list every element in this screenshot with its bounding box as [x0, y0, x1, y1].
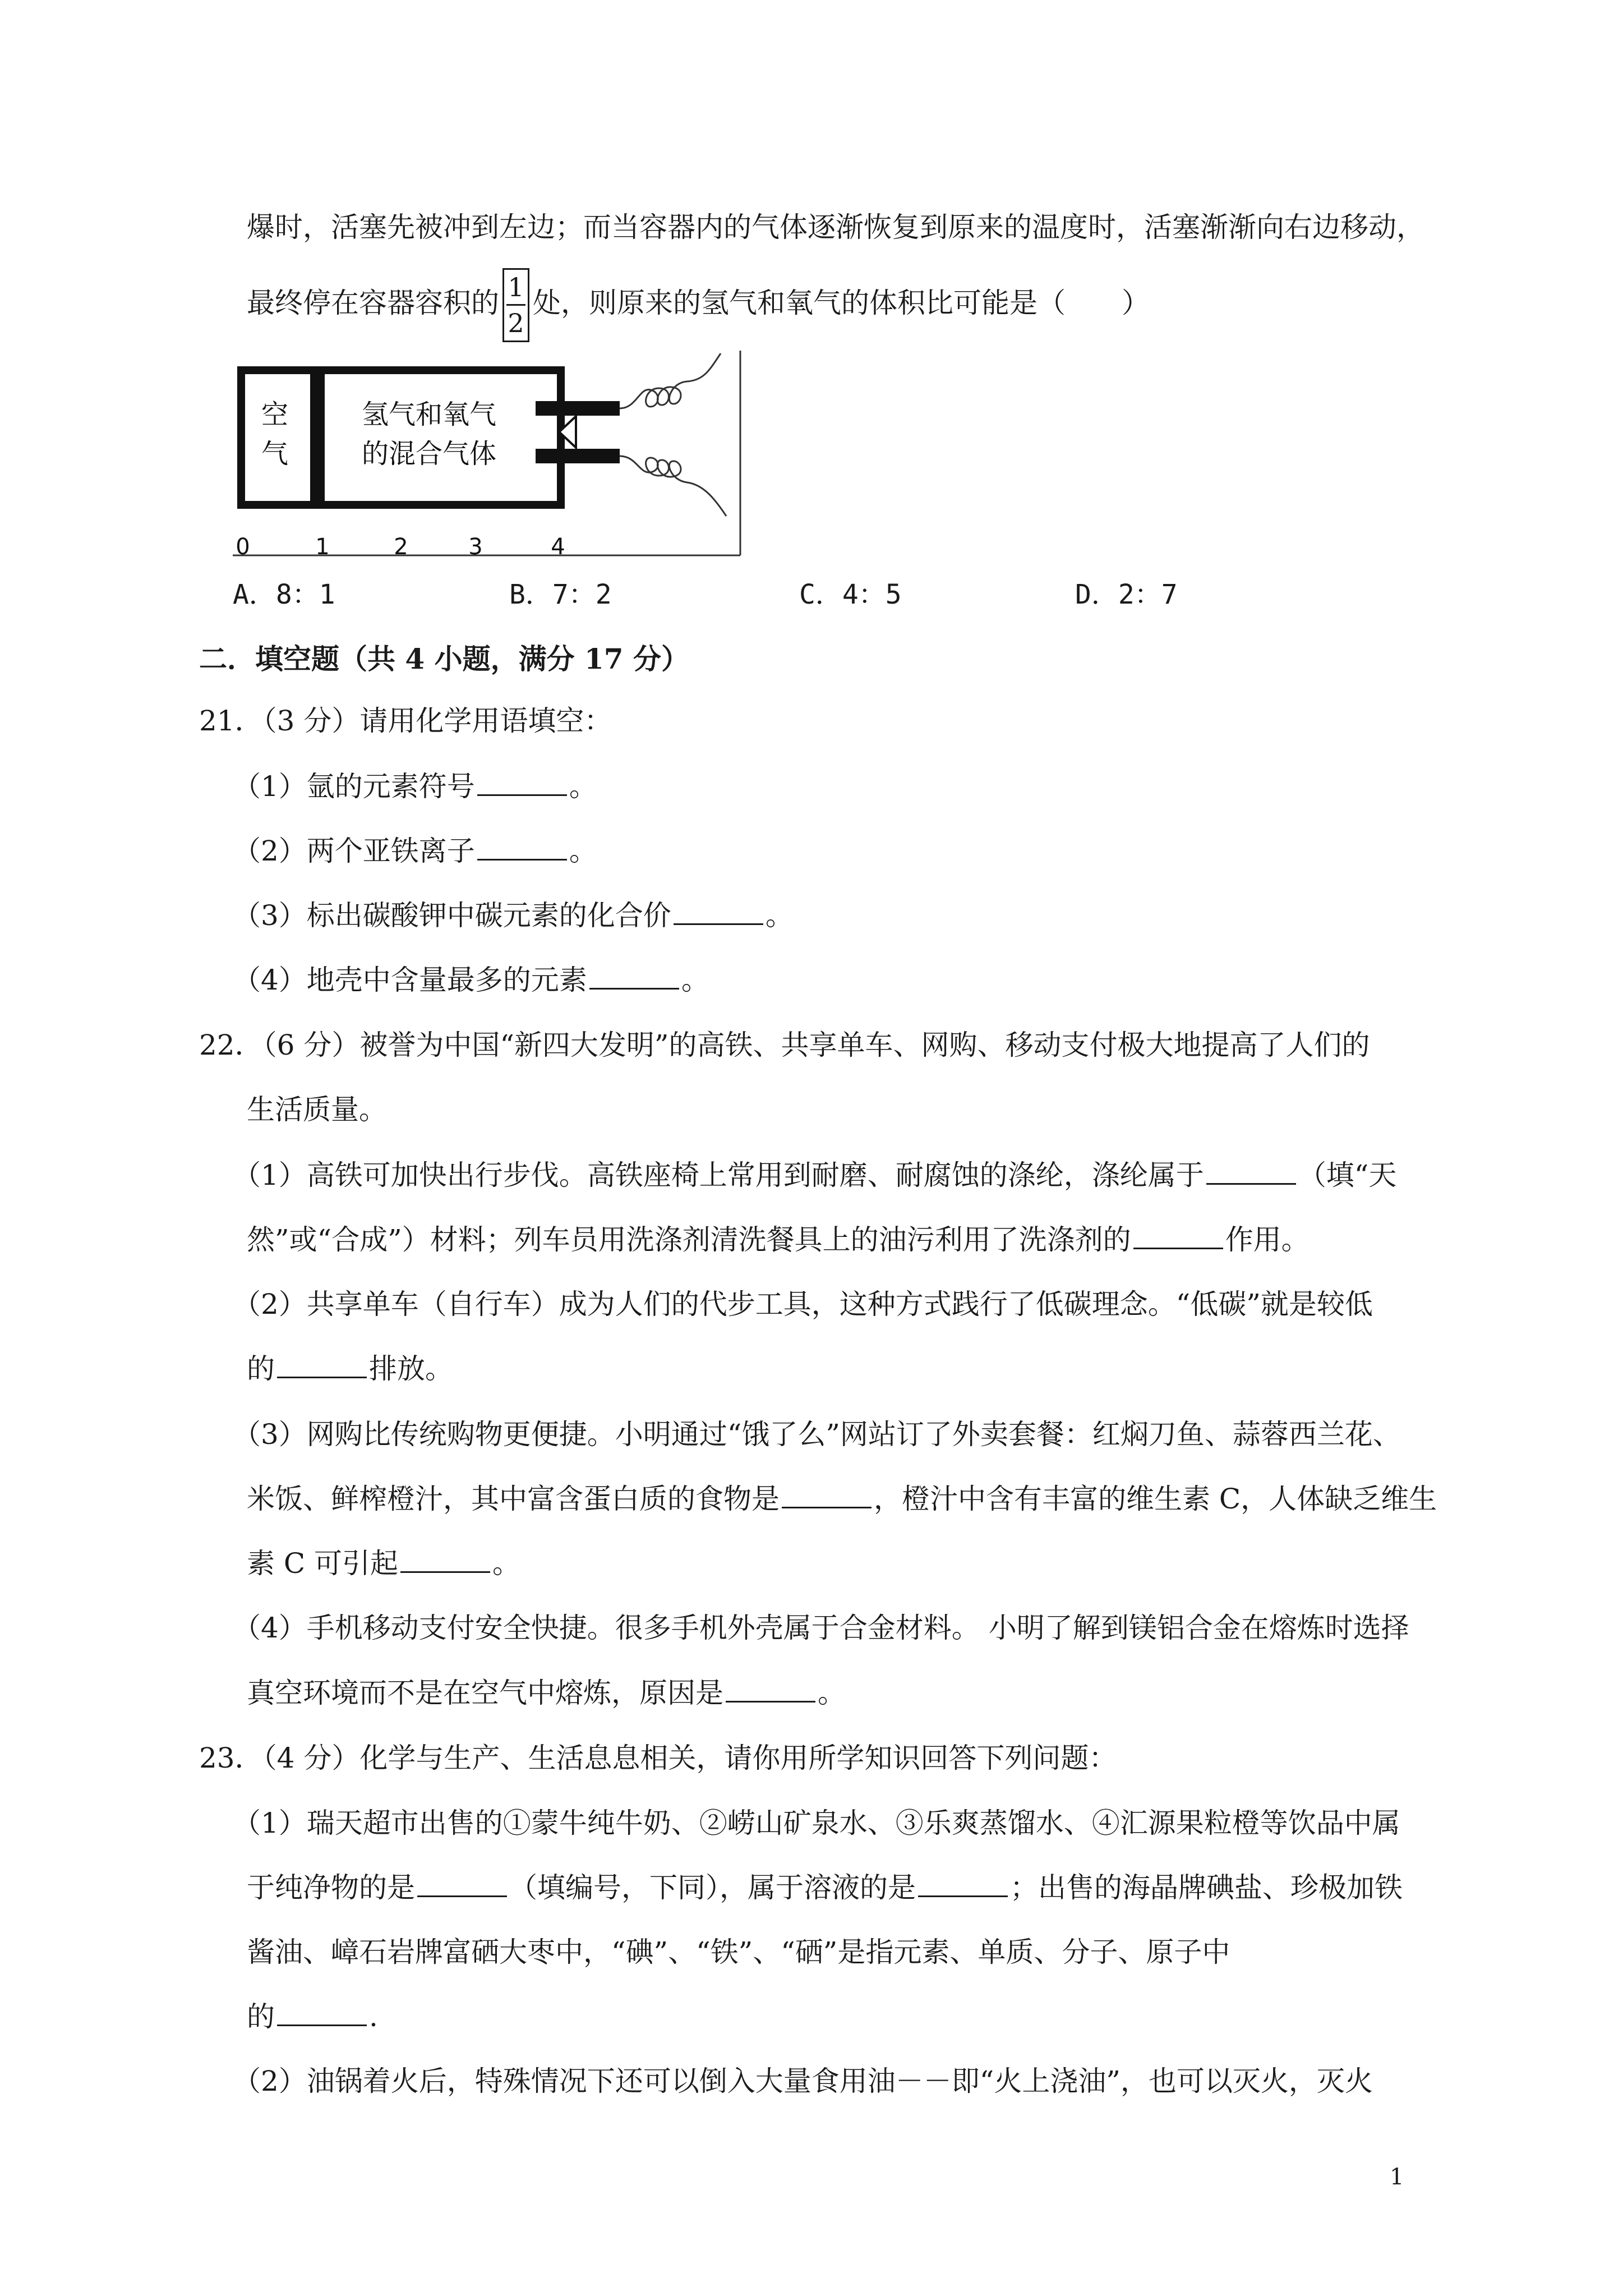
scale-1: 1 [315, 534, 330, 560]
q21-item-1-text: （1）氩的元素符号 [233, 770, 475, 803]
q22-p4-text-b: 真空环境而不是在空气中熔炼，原因是 [247, 1677, 723, 1709]
fraction-one-half [502, 268, 529, 342]
q22-part2-line-1: （2）共享单车（自行车）成为人们的代步工具，这种方式践行了低碳理念。“低碳”就是较低 [233, 1288, 1373, 1320]
q22-part1-line-2 [247, 1223, 1310, 1257]
q23-stem: 23．（4 分）化学与生产、生活息息相关，请你用所学知识回答下列问题： [199, 1742, 1117, 1774]
q21-stem: 21．（3 分）请用化学用语填空： [199, 705, 612, 737]
answer-blank[interactable] [674, 901, 763, 925]
answer-blank[interactable] [400, 1549, 490, 1573]
q23-p1-text-g: . [369, 2000, 378, 2033]
answer-blank[interactable] [726, 1678, 815, 1703]
q20-text-end: 处，则原来的氢气和氧气的体积比可能是（ ） [533, 287, 1150, 319]
q22-part3-line-3 [247, 1547, 520, 1580]
q21-item-3 [233, 899, 794, 932]
q22-p1-text-c: 然”或“合成”）材料；列车员用洗涤剂清洗餐具上的油污利用了洗涤剂的 [247, 1223, 1131, 1256]
mix-label-1: 氢气和氧气 [361, 399, 497, 430]
q21-item-3-text: （3）标出碳酸钾中碳元素的化合价 [233, 899, 671, 932]
piston [310, 370, 325, 505]
q22-part4-line-2 [247, 1676, 846, 1710]
electrode-bottom [536, 449, 620, 463]
q22-p1-text-b: （填“天 [1298, 1159, 1397, 1191]
choice-a[interactable]: A．8：1 [233, 579, 335, 610]
q22-p3-text-b: 米饭、鲜榨橙汁，其中富含蛋白质的食物是 [247, 1483, 780, 1515]
choice-b[interactable]: B．7：2 [509, 579, 612, 610]
q22-p3-text-c: ，橙汁中含有丰富的维生素 C，人体缺乏维生 [874, 1483, 1437, 1515]
q22-p1-text-d: 作用。 [1225, 1223, 1310, 1256]
answer-blank[interactable] [477, 836, 567, 861]
q23-p1-text-c: （填编号，下同），属于溶液的是 [509, 1871, 916, 1904]
choice-c[interactable]: C．4：5 [799, 579, 902, 610]
q23-part2-line-1: （2）油锅着火后，特殊情况下还可以倒入大量食用油－－即“火上浇油”，也可以灭火，灭火 [233, 2065, 1373, 2097]
answer-blank[interactable] [277, 2002, 367, 2026]
container-outline [241, 370, 561, 505]
q22-p3-text-e: 。 [492, 1547, 521, 1580]
electrode-top [536, 401, 620, 416]
answer-blank[interactable] [417, 1873, 507, 1897]
answer-blank[interactable] [782, 1484, 872, 1508]
answer-blank[interactable] [589, 965, 679, 990]
wire-coil-top [620, 353, 721, 408]
q22-part4-line-1: （4）手机移动支付安全快捷。很多手机外壳属于合金材料。 小明了解到镁铝合金在熔炼时选择 [233, 1612, 1409, 1644]
q21-item-2-text: （2）两个亚铁离子 [233, 835, 475, 867]
q21-item-4-text: （4）地壳中含量最多的元素 [233, 964, 587, 996]
q22-stem-line-1: 22．（6 分）被誉为中国“新四大发明”的高铁、共享单车、网购、移动支付极大地提高了人们的 [199, 1029, 1370, 1061]
choice-d[interactable]: D．2：7 [1075, 579, 1178, 610]
q22-p4-text-c: 。 [818, 1677, 846, 1709]
fraction-numerator: 1 [508, 272, 524, 302]
wire-coil-bottom [620, 456, 726, 516]
page-number: 1 [1390, 2164, 1404, 2190]
answer-blank[interactable] [1206, 1161, 1296, 1185]
q22-stem-line-2: 生活质量。 [247, 1093, 387, 1126]
q22-p1-text-a: （1）高铁可加快出行步伐。高铁座椅上常用到耐磨、耐腐蚀的涤纶，涤纶属于 [233, 1159, 1204, 1191]
q22-part1-line-1 [233, 1158, 1396, 1192]
scale-3: 3 [468, 534, 483, 560]
answer-blank[interactable] [477, 772, 567, 796]
period: 。 [569, 835, 597, 867]
period: 。 [765, 899, 794, 932]
q22-p2-text-b: 的 [247, 1352, 275, 1385]
q23-p1-text-b: 于纯净物的是 [247, 1871, 415, 1904]
piston-container-figure [233, 348, 749, 561]
answer-blank[interactable] [277, 1354, 367, 1378]
q23-part1-line-2 [247, 1871, 1403, 1904]
q21-item-4 [233, 963, 709, 997]
air-label-2: 气 [261, 438, 289, 470]
q23-p1-text-f: 的 [247, 2000, 275, 2033]
q23-part1-line-3: 酱油、嶂石岩牌富硒大枣中，“碘”、“铁”、“硒”是指元素、单质、分子、原子中 [247, 1936, 1230, 1968]
q23-p1-text-d: ；出售的海晶牌碘盐、珍极加铁 [1010, 1871, 1403, 1904]
q23-part1-line-4 [247, 2000, 378, 2033]
answer-blank[interactable] [1133, 1225, 1223, 1249]
q22-p3-text-d: 素 C 可引起 [247, 1547, 399, 1580]
fraction-bar [506, 304, 525, 306]
period: 。 [569, 770, 597, 803]
q20-text-start: 最终停在容器容积的 [247, 287, 499, 319]
q22-p2-text-c: 排放。 [369, 1352, 453, 1385]
scale-4: 4 [551, 534, 565, 560]
scale-2: 2 [394, 534, 408, 560]
fraction-denominator: 2 [508, 308, 524, 338]
q20-text-line-2 [247, 264, 1150, 342]
mix-label-2: 的混合气体 [361, 438, 497, 470]
q20-text-line-1: 爆时，活塞先被冲到左边；而当容器内的气体逐渐恢复到原来的温度时，活塞渐渐向右边移动， [247, 211, 1424, 243]
q23-part1-line-1: （1）瑞天超市出售的①蒙牛纯牛奶、②崂山矿泉水、③乐爽蒸馏水、④汇源果粒橙等饮品中属 [233, 1807, 1400, 1839]
scale-0: 0 [236, 534, 250, 560]
q22-part3-line-2 [247, 1482, 1437, 1516]
q22-part3-line-1: （3）网购比传统购物更便捷。小明通过“饿了么”网站订了外卖套餐：红焖刀鱼、蒜蓉西兰花、 [233, 1418, 1401, 1451]
q21-item-1 [233, 770, 597, 803]
q22-part2-line-2 [247, 1352, 453, 1386]
answer-blank[interactable] [918, 1873, 1008, 1897]
period: 。 [681, 964, 709, 996]
section-heading: 二．填空题（共 4 小题，满分 17 分） [199, 642, 689, 675]
q21-item-2 [233, 834, 597, 868]
air-label-1: 空 [261, 399, 289, 430]
